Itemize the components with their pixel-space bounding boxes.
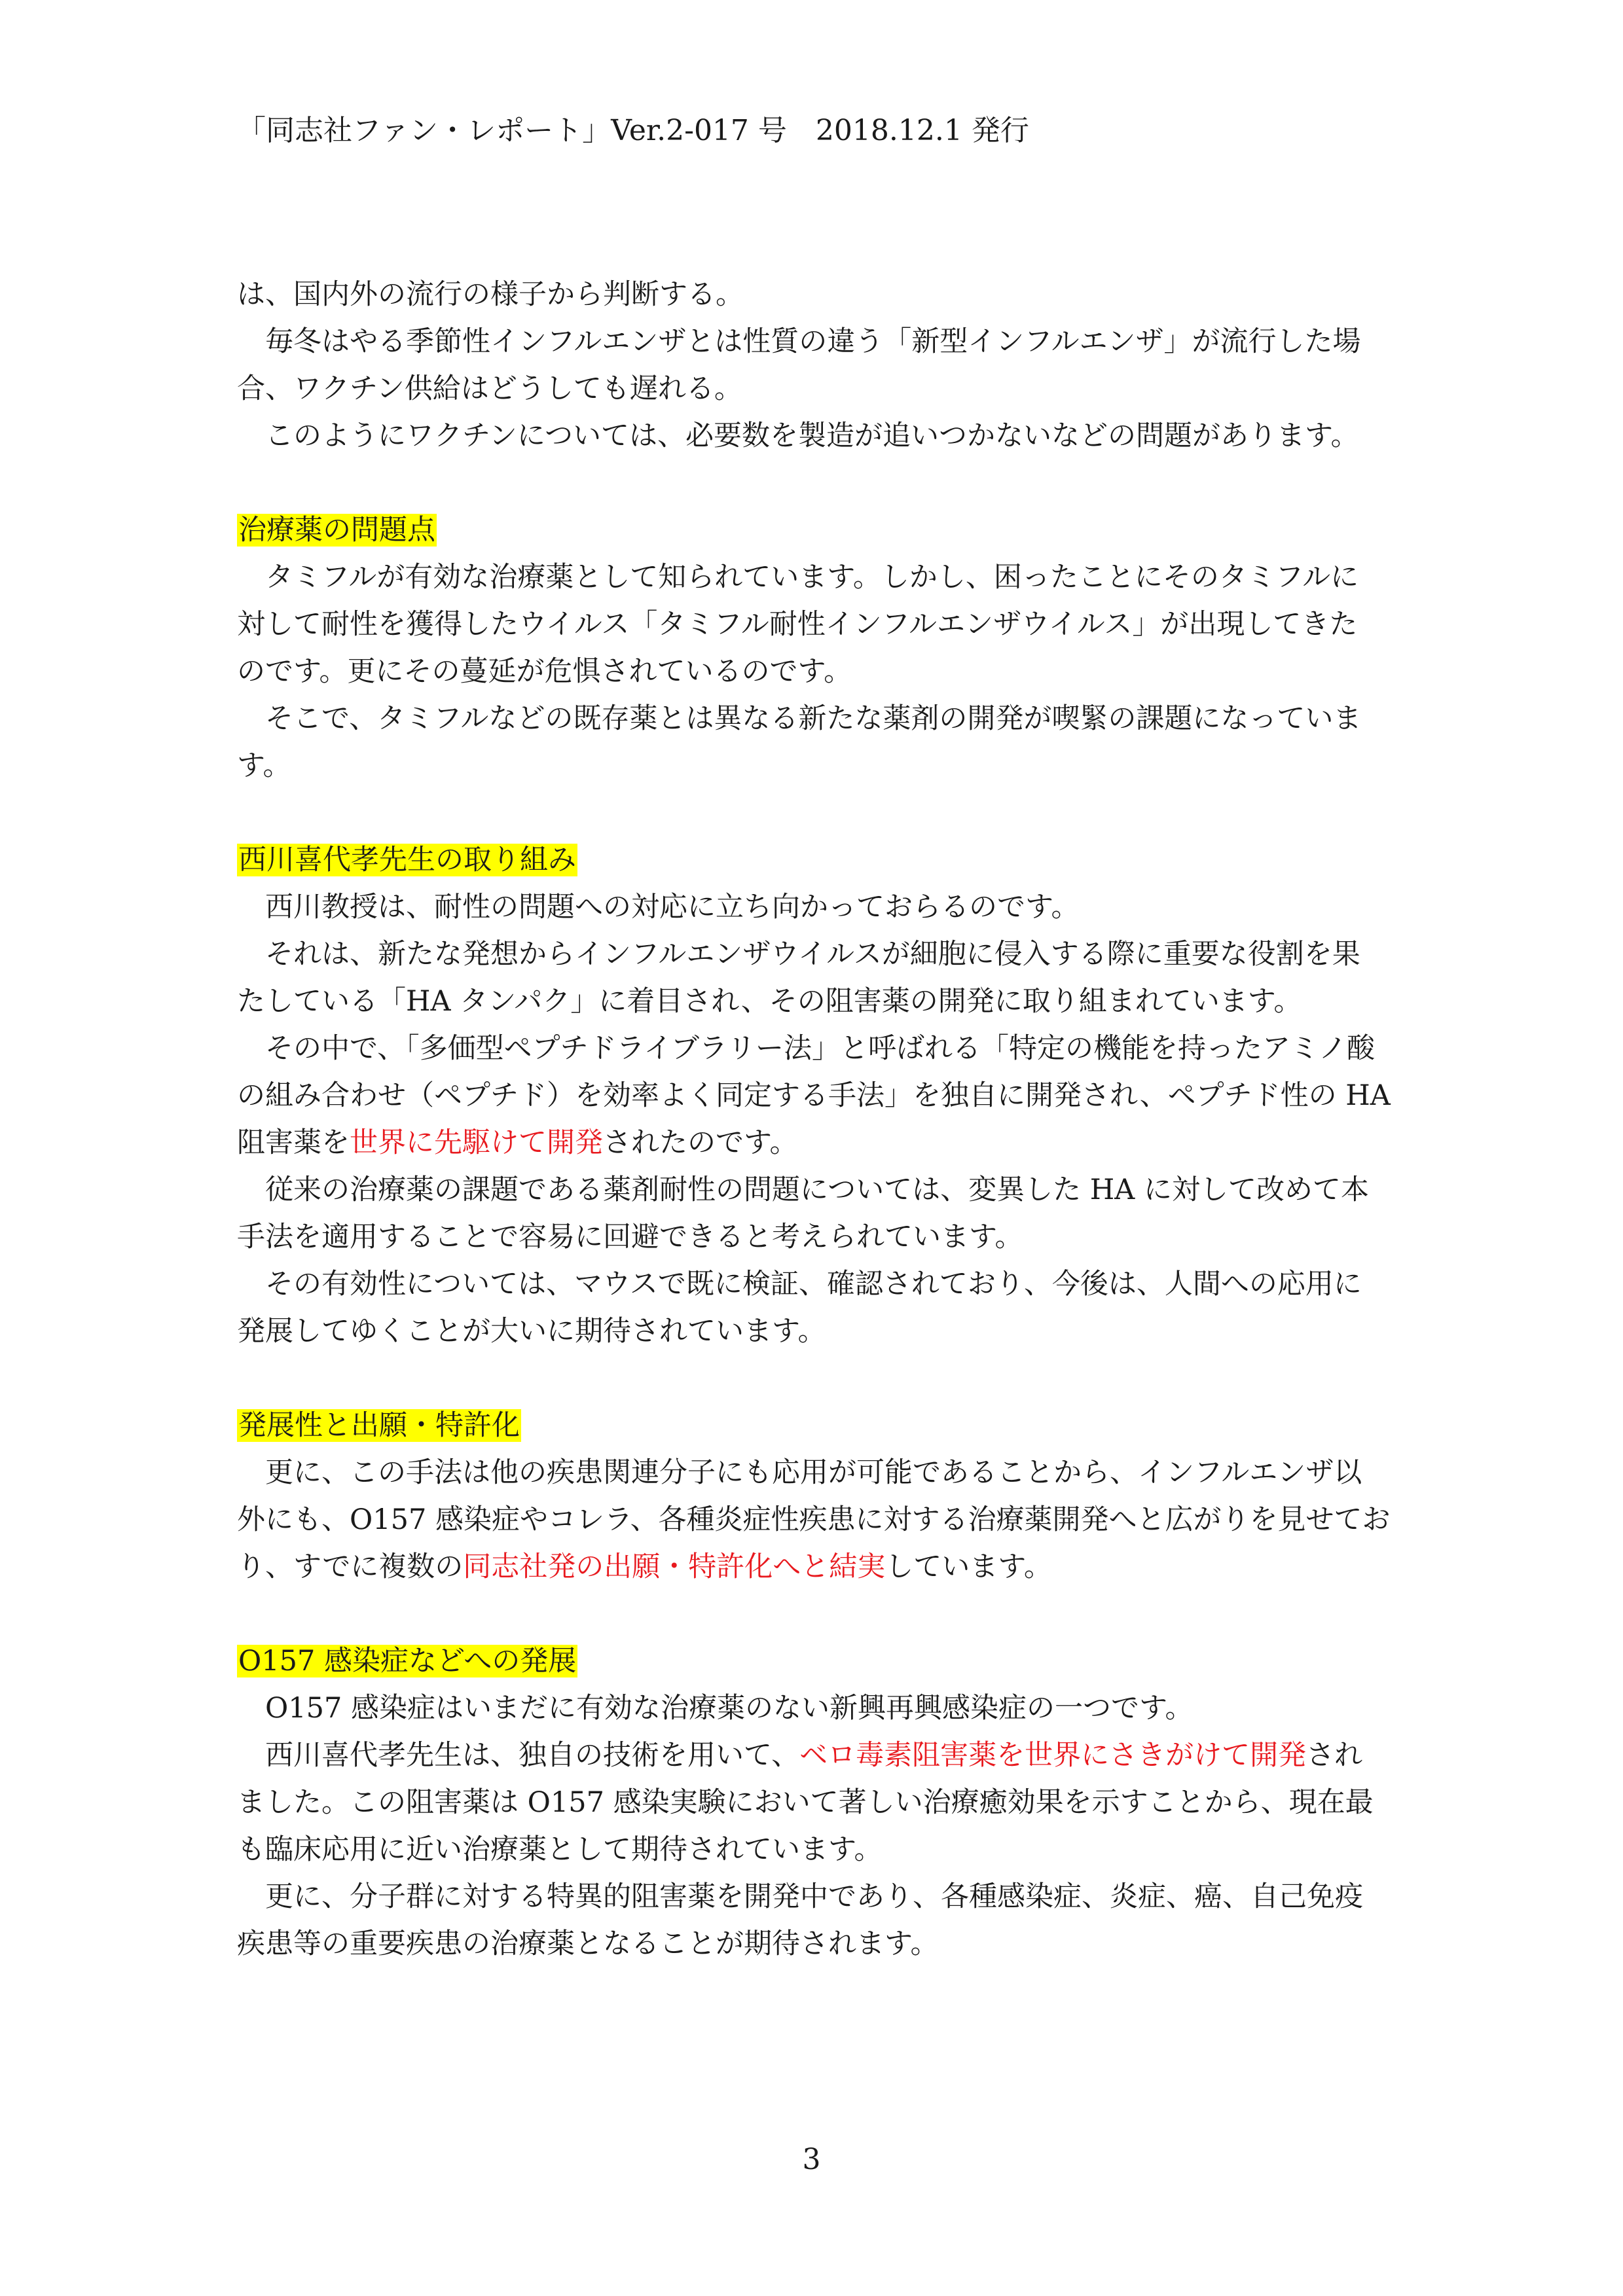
body-line: O157 感染症はいまだに有効な治療薬のない新興再興感染症の一つです。 (237, 1692, 1194, 1725)
body-line: 発展してゆくことが大いに期待されています。 (237, 1315, 826, 1348)
section-heading-treatment-issues (237, 507, 1402, 554)
body-line: 西川教授は、耐性の問題への対応に立ち向かっておらるのです。 (237, 891, 1080, 924)
section-heading-development-patents (237, 1402, 1402, 1449)
body-line: 更に、この手法は他の疾患関連分子にも応用が可能であることから、インフルエンザ以 (237, 1456, 1362, 1489)
text-segment: り、すでに複数の (237, 1551, 464, 1583)
body-line: の組み合わせ（ペプチド）を効率よく同定する手法」を独自に開発され、ペプチド性の HA (237, 1079, 1391, 1112)
body-line: 合、ワクチン供給はどうしても遅れる。 (237, 372, 742, 405)
text-segment: され (1306, 1739, 1363, 1772)
body-line: も臨床応用に近い治療薬として期待されています。 (237, 1833, 883, 1866)
section-heading-o157 (237, 1638, 1402, 1685)
emphasis-red-text: ベロ毒素阻害薬を世界にさきがけて開発 (799, 1739, 1307, 1772)
document-body (237, 271, 1402, 1967)
body-line: このようにワクチンについては、必要数を製造が追いつかないなどの問題があります。 (237, 420, 1359, 452)
text-segment: しています。 (885, 1551, 1052, 1583)
body-line: それは、新たな発想からインフルエンザウイルスが細胞に侵入する際に重要な役割を果 (237, 938, 1360, 971)
body-line: 更に、分子群に対する特異的阻害薬を開発中であり、各種感染症、炎症、癌、自己免疫 (237, 1880, 1363, 1913)
body-line: のです。更にその蔓延が危惧されているのです。 (237, 655, 852, 688)
body-line (237, 1119, 1402, 1166)
body-line: 対して耐性を獲得したウイルス「タミフル耐性インフルエンザウイルス」が出現してきた (237, 608, 1358, 641)
text-segment: 西川喜代孝先生は、独自の技術を用いて、 (237, 1739, 800, 1772)
body-line (237, 1732, 1402, 1779)
body-line: そこで、タミフルなどの既存薬とは異なる新たな薬剤の開発が喫緊の課題になっていま (237, 702, 1362, 735)
body-line: その有効性については、マウスで既に検証、確認されており、今後は、人間への応用に (237, 1268, 1362, 1300)
body-line: 毎冬はやる季節性インフルエンザとは性質の違う「新型インフルエンザ」が流行した場 (237, 325, 1361, 358)
document-header: 「同志社ファン・レポート」Ver.2-017 号 2018.12.1 発行 (237, 114, 1029, 147)
emphasis-red-text: 世界に先駆けて開発 (350, 1126, 603, 1159)
body-line: 手法を適用することで容易に回避できると考えられています。 (237, 1221, 1023, 1253)
body-line: タミフルが有効な治療薬として知られています。しかし、困ったことにそのタミフルに (237, 561, 1359, 594)
section-heading-nishikawa-efforts (237, 836, 1402, 884)
body-line: たしている「HA タンパク」に着目され、その阻害薬の開発に取り組まれています。 (237, 985, 1302, 1018)
body-line: ました。この阻害薬は O157 感染実験において著しい治療癒効果を示すことから、現在最 (237, 1786, 1374, 1819)
text-segment: 阻害薬を (237, 1126, 350, 1159)
heading-highlight: O157 感染症などへの発展 (238, 1645, 577, 1677)
body-line: その中で、「多価型ペプチドライブラリー法」と呼ばれる「特定の機能を持ったアミノ酸 (237, 1032, 1376, 1065)
body-line (237, 1543, 1402, 1590)
heading-highlight: 発展性と出願・特許化 (238, 1409, 520, 1442)
heading-highlight: 治療薬の問題点 (238, 514, 435, 547)
text-segment: されたのです。 (603, 1126, 798, 1159)
emphasis-red-text: 同志社発の出願・特許化へと結実 (463, 1551, 886, 1583)
body-line: は、国内外の流行の様子から判断する。 (237, 278, 744, 311)
heading-highlight: 西川喜代孝先生の取り組み (238, 844, 576, 876)
body-line: 疾患等の重要疾患の治療薬となることが期待されます。 (237, 1928, 939, 1960)
body-line: 従来の治療薬の課題である薬剤耐性の問題については、変異した HA に対して改めて本 (237, 1174, 1370, 1206)
body-line: す。 (237, 749, 291, 782)
body-line: 外にも、O157 感染症やコレラ、各種炎症性疾患に対する治療薬開発へと広がりを見せてお (237, 1503, 1391, 1536)
page-number: 3 (802, 2143, 821, 2176)
